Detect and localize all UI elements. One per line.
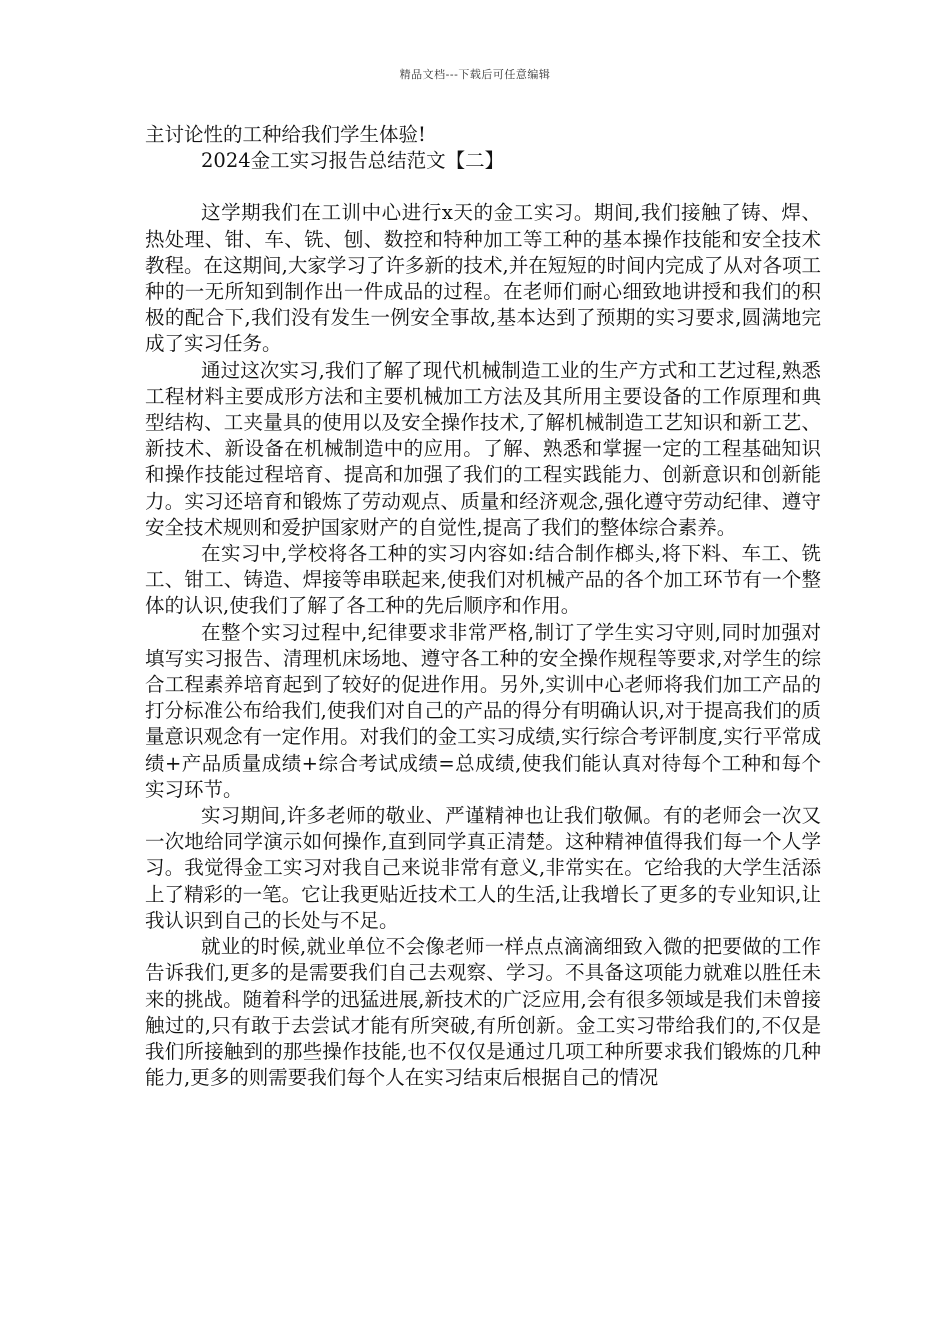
paragraph-4: 在整个实习过程中,纪律要求非常严格,制订了学生实习守则,同时加强对填写实习报告、清理机床场地、遵守各工种的安全操作规程等要求,对学生的综合工程素养培育起到了较好的促进作用。另外,实训中心老师将我们加工产品的打分标准公布给我们,使我们对自己的产品的得分有明确认识,对于提高我们的质量意识观念有一定作用。对我们的金工实习成绩,实行综合考评制度,实行平常成绩+产品质量成绩+综合考试成绩=总成绩,使我们能认真对待每个工种和每个实习环节。 [145,620,821,801]
document-title: 2024金工实习报告总结范文【二】 [201,149,505,173]
paragraph-6: 就业的时候,就业单位不会像老师一样点点滴滴细致入微的把要做的工作告诉我们,更多的是需要我们自己去观察、学习。不具备这项能力就难以胜任未来的挑战。随着科学的迅猛进展,新技术的广泛应用,会有很多领域是我们未曾接触过的,只有敢于去尝试才能有所突破,有所创新。金工实习带给我们的,不仅是我们所接触到的那些操作技能,也不仅仅是通过几项工种所要求我们锻炼的几种能力,更多的则需要我们每个人在实习结束后根据自己的情况 [145,935,821,1090]
paragraph-1: 这学期我们在工训中心进行x天的金工实习。期间,我们接触了铸、焊、热处理、钳、车、铣、刨、数控和特种加工等工种的基本操作技能和安全技术教程。在这期间,大家学习了许多新的技术,并在短短的时间内完成了从对各项工种的一无所知到制作出一件成品的过程。在老师们耐心细致地讲授和我们的积极的配合下,我们没有发生一例安全事故,基本达到了预期的实习要求,圆满地完成了实习任务。 [145,201,821,356]
paragraph-3: 在实习中,学校将各工种的实习内容如:结合制作榔头,将下料、车工、铣工、钳工、铸造、焊接等串联起来,使我们对机械产品的各个加工环节有一个整体的认识,使我们了解了各工种的先后顺序和作用。 [145,542,821,618]
paragraph-2: 通过这次实习,我们了解了现代机械制造工业的生产方式和工艺过程,熟悉工程材料主要成形方法和主要机械加工方法及其所用主要设备的工作原理和典型结构、工夹量具的使用以及安全操作技术,了解机械制造工艺知识和新工艺、新技术、新设备在机械制造中的应用。了解、熟悉和掌握一定的工程基础知识和操作技能过程培育、提高和加强了我们的工程实践能力、创新意识和创新能力。实习还培育和锻炼了劳动观点、质量和经济观念,强化遵守劳动纪律、遵守安全技术规则和爱护国家财产的自觉性,提高了我们的整体综合素养。 [145,358,821,539]
page-header: 精品文档---下载后可任意编辑 [399,68,551,81]
document-body [145,122,821,1091]
continuation-line: 主讨论性的工种给我们学生体验! [145,123,426,146]
paragraph-5: 实习期间,许多老师的敬业、严谨精神也让我们敬佩。有的老师会一次又一次地给同学演示如何操作,直到同学真正清楚。这种精神值得我们每一个人学习。我觉得金工实习对我自己来说非常有意义,非常实在。它给我的大学生活添上了精彩的一笔。它让我更贴近技术工人的生活,让我增长了更多的专业知识,让我认识到自己的长处与不足。 [145,804,821,932]
